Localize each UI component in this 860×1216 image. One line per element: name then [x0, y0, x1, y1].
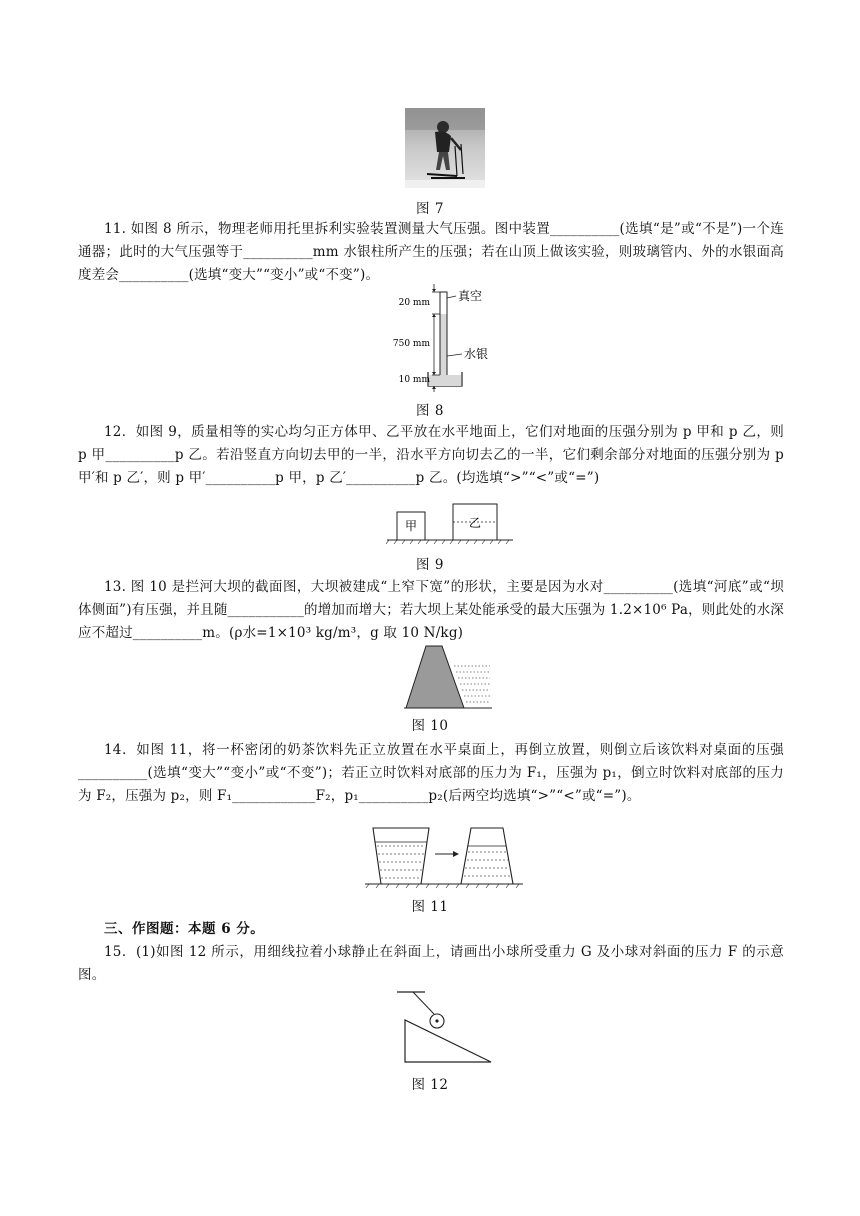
- figure-7-skier-photo: [405, 108, 485, 188]
- question-14: 14．如图 11，将一杯密闭的奶茶饮料先正立放置在水平桌面上，再倒立放置，则倒立后该饮料对桌面的压强__________(选填“变大”“变小”或“不变”)；若正立时饮料对底部的压力为 F₁，压强为 p₁，倒立时饮料对底部的压力为 F₂，压强为 p₂，则 F₁____________F₂，p₁__________p₂(后两空均选填“>”“<”或“=”)。: [78, 742, 784, 804]
- figure-8-caption: 图 8: [416, 403, 444, 419]
- figure-10-caption: 图 10: [411, 718, 449, 734]
- label-vacuum: 真空: [458, 289, 483, 303]
- figure-10-dam: [404, 644, 494, 710]
- figure-11-cups: [365, 824, 525, 890]
- question-13: 13. 图 10 是拦河大坝的截面图，大坝被建成“上窄下宽”的形状，主要是因为水对__________(选填“河底”或“坝体侧面”)有压强，并且随___________的增加而增大；若大坝上某处能承受的最大压强为 1.2×10⁶ Pa，则此处的水深应不超过__________m。(ρ水=1×10³ kg/m³，g 取 10 N/kg): [78, 579, 784, 641]
- figure-9-cubes: [385, 500, 515, 546]
- section-3-heading: 三、作图题：本题 6 分。: [104, 921, 265, 937]
- dim-label-mid: 750 mm: [392, 339, 430, 349]
- figure-11-caption: 图 11: [411, 899, 449, 915]
- figure-7-caption: 图 7: [416, 201, 444, 217]
- figure-9-caption: 图 9: [416, 557, 444, 573]
- dim-label-top: 20 mm: [398, 298, 430, 308]
- figure-12-ball-on-incline: [395, 988, 495, 1064]
- figure-8-torricelli-apparatus: [390, 284, 520, 392]
- label-mercury: 水银: [464, 347, 489, 361]
- dim-label-bottom: 10 mm: [398, 375, 430, 385]
- question-15: 15．(1)如图 12 所示，用细线拉着小球静止在斜面上，请画出小球所受重力 G 及小球对斜面的压力 F 的示意图。: [78, 944, 784, 983]
- cube-label-b: 乙: [468, 516, 482, 530]
- question-12: 12．如图 9，质量相等的实心均匀正方体甲、乙平放在水平地面上，它们对地面的压强分别为 p 甲和 p 乙，则 p 甲__________p 乙。若沿竖直方向切去甲的一半，沿水平方向切去乙的一半，它们剩余部分对地面的压强分别为 p 甲′和 p 乙′，则 p 甲′__________p 甲，p 乙′__________p 乙。(均选填“>”“<”或“=”): [78, 424, 784, 486]
- question-11: 11. 如图 8 所示，物理老师用托里拆利实验装置测量大气压强。图中装置__________(选填“是”或“不是”)一个连通器；此时的大气压强等于__________mm 水银柱所产生的压强；若在山顶上做该实验，则玻璃管内、外的水银面高度差会__________(选填“变大”“变小”或“不变”)。: [78, 221, 784, 283]
- cube-label-a: 甲: [404, 519, 418, 533]
- figure-12-caption: 图 12: [411, 1077, 449, 1093]
